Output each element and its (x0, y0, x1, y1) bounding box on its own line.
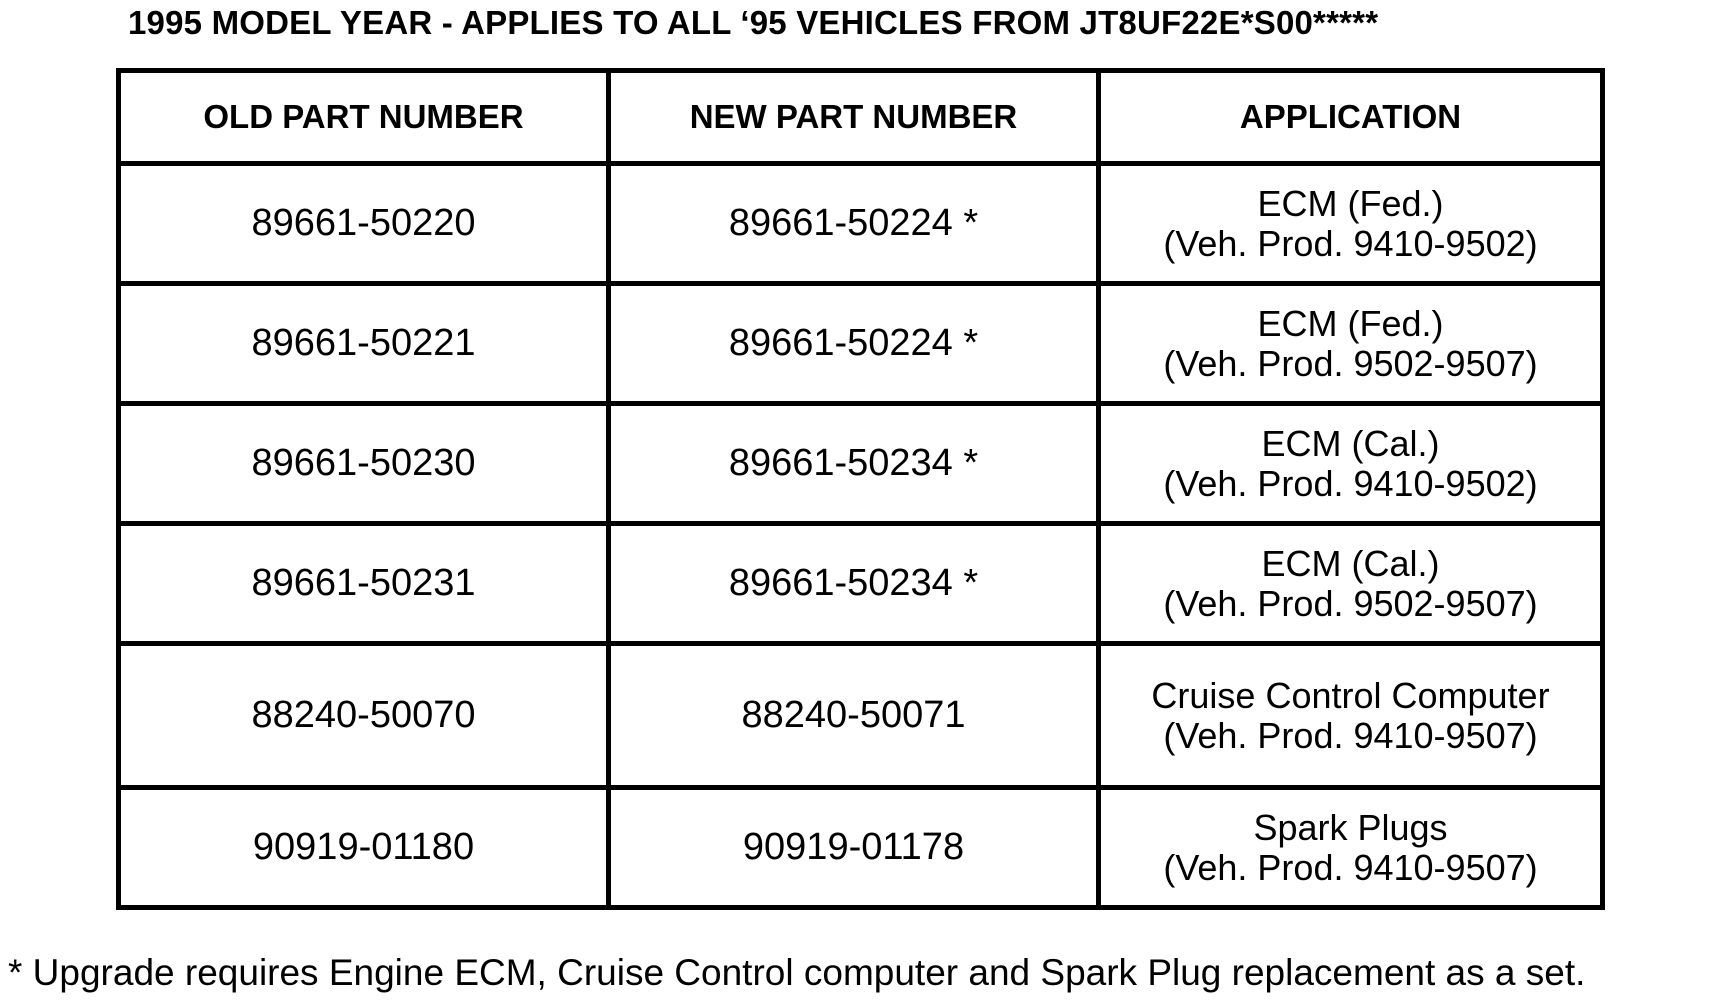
vehicle-production-range: (Veh. Prod. 9502-9507) (1163, 342, 1538, 384)
page-title: 1995 MODEL YEAR - APPLIES TO ALL ‘95 VEHICLES FROM JT8UF22E*S00***** (128, 4, 1379, 41)
new-part-number: 89661-50224 * (609, 284, 1099, 404)
header-old-part-number: OLD PART NUMBER (119, 71, 609, 164)
header-row (119, 71, 1603, 164)
application-cell (1099, 404, 1603, 524)
table-row (119, 284, 1603, 404)
application-name: Cruise Control Computer (1151, 674, 1550, 716)
application-cell (1099, 524, 1603, 644)
application-name: ECM (Cal.) (1261, 542, 1440, 584)
vehicle-production-range: (Veh. Prod. 9410-9502) (1163, 222, 1538, 264)
table-row (119, 404, 1603, 524)
application-name: Spark Plugs (1253, 806, 1448, 848)
old-part-number: 89661-50231 (119, 524, 609, 644)
application-cell (1099, 284, 1603, 404)
old-part-number: 89661-50221 (119, 284, 609, 404)
table-row (119, 164, 1603, 284)
application-name: ECM (Fed.) (1257, 182, 1444, 224)
application-name: ECM (Cal.) (1261, 422, 1440, 464)
new-part-number: 89661-50224 * (609, 164, 1099, 284)
vehicle-production-range: (Veh. Prod. 9410-9507) (1163, 714, 1538, 756)
application-cell (1099, 788, 1603, 908)
new-part-number: 89661-50234 * (609, 404, 1099, 524)
new-part-number: 90919-01178 (609, 788, 1099, 908)
parts-table (116, 68, 1605, 910)
old-part-number: 88240-50070 (119, 644, 609, 788)
new-part-number: 88240-50071 (609, 644, 1099, 788)
old-part-number: 89661-50220 (119, 164, 609, 284)
application-cell (1099, 164, 1603, 284)
table-row (119, 644, 1603, 788)
old-part-number: 89661-50230 (119, 404, 609, 524)
new-part-number: 89661-50234 * (609, 524, 1099, 644)
vehicle-production-range: (Veh. Prod. 9410-9502) (1163, 462, 1538, 504)
old-part-number: 90919-01180 (119, 788, 609, 908)
footnote: * Upgrade requires Engine ECM, Cruise Control computer and Spark Plug replacement as a set. (8, 952, 1586, 993)
header-application: APPLICATION (1099, 71, 1603, 164)
table-row (119, 788, 1603, 908)
application-name: ECM (Fed.) (1257, 302, 1444, 344)
header-new-part-number: NEW PART NUMBER (609, 71, 1099, 164)
application-cell (1099, 644, 1603, 788)
vehicle-production-range: (Veh. Prod. 9410-9507) (1163, 846, 1538, 888)
table-row (119, 524, 1603, 644)
vehicle-production-range: (Veh. Prod. 9502-9507) (1163, 582, 1538, 624)
